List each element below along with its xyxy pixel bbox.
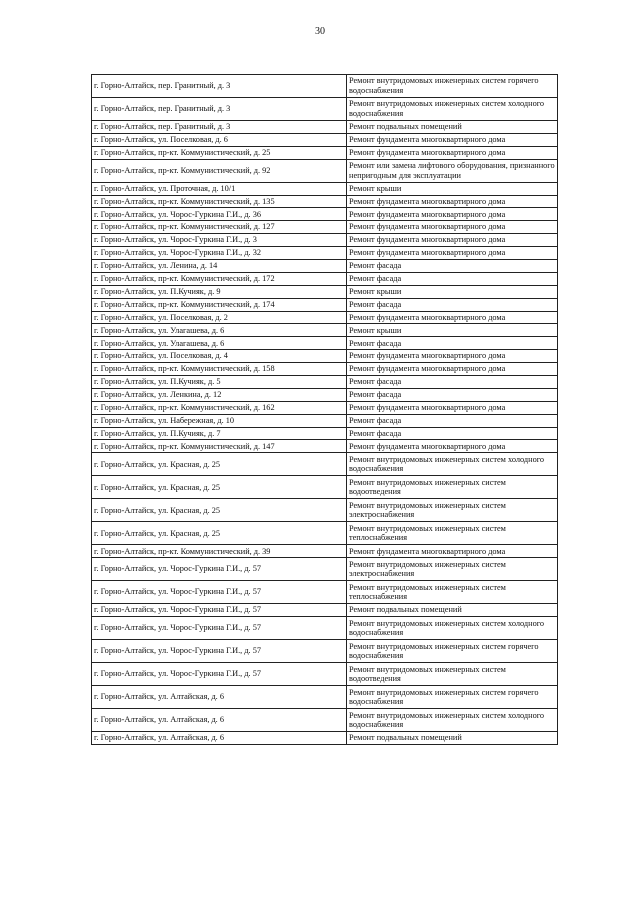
table-row [92, 195, 558, 208]
address-cell: г. Горно-Алтайск, ул. Алтайская, д. 6 [92, 709, 347, 732]
table-row [92, 98, 558, 121]
table-row [92, 260, 558, 273]
work-type-cell: Ремонт внутридомовых инженерных систем горячего водоснабжения [347, 75, 558, 98]
address-cell: г. Горно-Алтайск, ул. Поселковая, д. 4 [92, 350, 347, 363]
work-type-cell: Ремонт внутридомовых инженерных систем холодного водоснабжения [347, 453, 558, 476]
table-row [92, 121, 558, 134]
address-cell: г. Горно-Алтайск, ул. Чорос-Гуркина Г.И., д. 57 [92, 558, 347, 581]
table-row [92, 732, 558, 745]
address-cell: г. Горно-Алтайск, ул. Красная, д. 25 [92, 453, 347, 476]
work-type-cell: Ремонт внутридомовых инженерных систем холодного водоснабжения [347, 709, 558, 732]
work-type-cell: Ремонт фундамента многоквартирного дома [347, 401, 558, 414]
work-type-cell: Ремонт внутридомовых инженерных систем теплоснабжения [347, 522, 558, 545]
address-cell: г. Горно-Алтайск, ул. Поселковая, д. 2 [92, 311, 347, 324]
work-type-cell: Ремонт фундамента многоквартирного дома [347, 545, 558, 558]
table-row [92, 522, 558, 545]
work-type-cell: Ремонт фасада [347, 376, 558, 389]
table-row [92, 208, 558, 221]
address-cell: г. Горно-Алтайск, ул. Красная, д. 25 [92, 522, 347, 545]
table-row [92, 414, 558, 427]
work-type-cell: Ремонт внутридомовых инженерных систем горячего водоснабжения [347, 686, 558, 709]
table-row [92, 440, 558, 453]
address-cell: г. Горно-Алтайск, пр-кт. Коммунистический, д. 25 [92, 146, 347, 159]
address-cell: г. Горно-Алтайск, ул. Ленкина, д. 12 [92, 388, 347, 401]
address-cell: г. Горно-Алтайск, пер. Гранитный, д. 3 [92, 121, 347, 134]
table-row [92, 350, 558, 363]
work-type-cell: Ремонт фундамента многоквартирного дома [347, 133, 558, 146]
address-cell: г. Горно-Алтайск, ул. Чорос-Гуркина Г.И., д. 57 [92, 640, 347, 663]
table-row [92, 159, 558, 182]
table-row [92, 476, 558, 499]
address-cell: г. Горно-Алтайск, ул. Улагашева, д. 6 [92, 337, 347, 350]
address-cell: г. Горно-Алтайск, пр-кт. Коммунистический, д. 39 [92, 545, 347, 558]
address-cell: г. Горно-Алтайск, ул. Красная, д. 25 [92, 499, 347, 522]
table-row [92, 453, 558, 476]
work-type-cell: Ремонт фасада [347, 427, 558, 440]
address-cell: г. Горно-Алтайск, пр-кт. Коммунистический, д. 127 [92, 221, 347, 234]
address-cell: г. Горно-Алтайск, пер. Гранитный, д. 3 [92, 98, 347, 121]
work-type-cell: Ремонт подвальных помещений [347, 732, 558, 745]
table-row [92, 272, 558, 285]
work-type-cell: Ремонт подвальных помещений [347, 604, 558, 617]
work-type-cell: Ремонт внутридомовых инженерных систем электроснабжения [347, 499, 558, 522]
work-type-cell: Ремонт фундамента многоквартирного дома [347, 440, 558, 453]
table-row [92, 499, 558, 522]
work-type-cell: Ремонт внутридомовых инженерных систем холодного водоснабжения [347, 98, 558, 121]
table-row [92, 604, 558, 617]
address-cell: г. Горно-Алтайск, ул. Алтайская, д. 6 [92, 732, 347, 745]
address-cell: г. Горно-Алтайск, ул. П.Кучияк, д. 9 [92, 285, 347, 298]
table-row [92, 640, 558, 663]
work-type-cell: Ремонт крыши [347, 285, 558, 298]
table-row [92, 298, 558, 311]
work-type-cell: Ремонт фундамента многоквартирного дома [347, 234, 558, 247]
table-row [92, 285, 558, 298]
work-type-cell: Ремонт внутридомовых инженерных систем водоотведения [347, 476, 558, 499]
work-type-cell: Ремонт фасада [347, 298, 558, 311]
work-type-cell: Ремонт фасада [347, 414, 558, 427]
address-cell: г. Горно-Алтайск, ул. Алтайская, д. 6 [92, 686, 347, 709]
address-cell: г. Горно-Алтайск, ул. Ленина, д. 14 [92, 260, 347, 273]
table-row [92, 337, 558, 350]
work-type-cell: Ремонт или замена лифтового оборудования, признанного непригодным для эксплуатации [347, 159, 558, 182]
repair-registry-table [91, 74, 558, 745]
table-row [92, 427, 558, 440]
work-type-cell: Ремонт фундамента многоквартирного дома [347, 363, 558, 376]
work-type-cell: Ремонт фундамента многоквартирного дома [347, 311, 558, 324]
address-cell: г. Горно-Алтайск, пр-кт. Коммунистический, д. 147 [92, 440, 347, 453]
table-row [92, 311, 558, 324]
table-row [92, 401, 558, 414]
table-row [92, 182, 558, 195]
table-row [92, 234, 558, 247]
work-type-cell: Ремонт фундамента многоквартирного дома [347, 247, 558, 260]
address-cell: г. Горно-Алтайск, ул. Чорос-Гуркина Г.И., д. 57 [92, 617, 347, 640]
address-cell: г. Горно-Алтайск, ул. П.Кучияк, д. 5 [92, 376, 347, 389]
table-row [92, 558, 558, 581]
work-type-cell: Ремонт внутридомовых инженерных систем теплоснабжения [347, 581, 558, 604]
work-type-cell: Ремонт внутридомовых инженерных систем холодного водоснабжения [347, 617, 558, 640]
address-cell: г. Горно-Алтайск, пр-кт. Коммунистический, д. 162 [92, 401, 347, 414]
address-cell: г. Горно-Алтайск, ул. Чорос-Гуркина Г.И., д. 57 [92, 663, 347, 686]
work-type-cell: Ремонт фасада [347, 337, 558, 350]
address-cell: г. Горно-Алтайск, пр-кт. Коммунистический, д. 158 [92, 363, 347, 376]
table-row [92, 376, 558, 389]
address-cell: г. Горно-Алтайск, ул. Чорос-Гуркина Г.И., д. 57 [92, 581, 347, 604]
work-type-cell: Ремонт крыши [347, 324, 558, 337]
work-type-cell: Ремонт крыши [347, 182, 558, 195]
table-row [92, 617, 558, 640]
work-type-cell: Ремонт фундамента многоквартирного дома [347, 195, 558, 208]
address-cell: г. Горно-Алтайск, ул. Чорос-Гуркина Г.И., д. 32 [92, 247, 347, 260]
address-cell: г. Горно-Алтайск, пр-кт. Коммунистический, д. 135 [92, 195, 347, 208]
table-row [92, 388, 558, 401]
address-cell: г. Горно-Алтайск, ул. Набережная, д. 10 [92, 414, 347, 427]
work-type-cell: Ремонт подвальных помещений [347, 121, 558, 134]
address-cell: г. Горно-Алтайск, ул. Красная, д. 25 [92, 476, 347, 499]
address-cell: г. Горно-Алтайск, ул. Проточная, д. 10/1 [92, 182, 347, 195]
address-cell: г. Горно-Алтайск, ул. Чорос-Гуркина Г.И., д. 3 [92, 234, 347, 247]
table-row [92, 75, 558, 98]
address-cell: г. Горно-Алтайск, пер. Гранитный, д. 3 [92, 75, 347, 98]
address-cell: г. Горно-Алтайск, пр-кт. Коммунистический, д. 174 [92, 298, 347, 311]
registry-body [92, 75, 558, 745]
work-type-cell: Ремонт внутридомовых инженерных систем горячего водоснабжения [347, 640, 558, 663]
work-type-cell: Ремонт фундамента многоквартирного дома [347, 350, 558, 363]
table-row [92, 133, 558, 146]
work-type-cell: Ремонт внутридомовых инженерных систем водоотведения [347, 663, 558, 686]
address-cell: г. Горно-Алтайск, ул. П.Кучияк, д. 7 [92, 427, 347, 440]
table-row [92, 545, 558, 558]
table-row [92, 663, 558, 686]
table-row [92, 221, 558, 234]
table-row [92, 363, 558, 376]
table-row [92, 709, 558, 732]
work-type-cell: Ремонт фундамента многоквартирного дома [347, 208, 558, 221]
table-row [92, 247, 558, 260]
address-cell: г. Горно-Алтайск, пр-кт. Коммунистический, д. 172 [92, 272, 347, 285]
address-cell: г. Горно-Алтайск, пр-кт. Коммунистический, д. 92 [92, 159, 347, 182]
address-cell: г. Горно-Алтайск, ул. Чорос-Гуркина Г.И., д. 57 [92, 604, 347, 617]
work-type-cell: Ремонт фасада [347, 260, 558, 273]
table-row [92, 581, 558, 604]
address-cell: г. Горно-Алтайск, ул. Поселковая, д. 6 [92, 133, 347, 146]
work-type-cell: Ремонт фундамента многоквартирного дома [347, 221, 558, 234]
page-number: 30 [315, 26, 325, 37]
work-type-cell: Ремонт фундамента многоквартирного дома [347, 146, 558, 159]
table-row [92, 324, 558, 337]
table-row [92, 146, 558, 159]
address-cell: г. Горно-Алтайск, ул. Улагашева, д. 6 [92, 324, 347, 337]
work-type-cell: Ремонт внутридомовых инженерных систем электроснабжения [347, 558, 558, 581]
address-cell: г. Горно-Алтайск, ул. Чорос-Гуркина Г.И., д. 36 [92, 208, 347, 221]
table-row [92, 686, 558, 709]
work-type-cell: Ремонт фасада [347, 272, 558, 285]
work-type-cell: Ремонт фасада [347, 388, 558, 401]
